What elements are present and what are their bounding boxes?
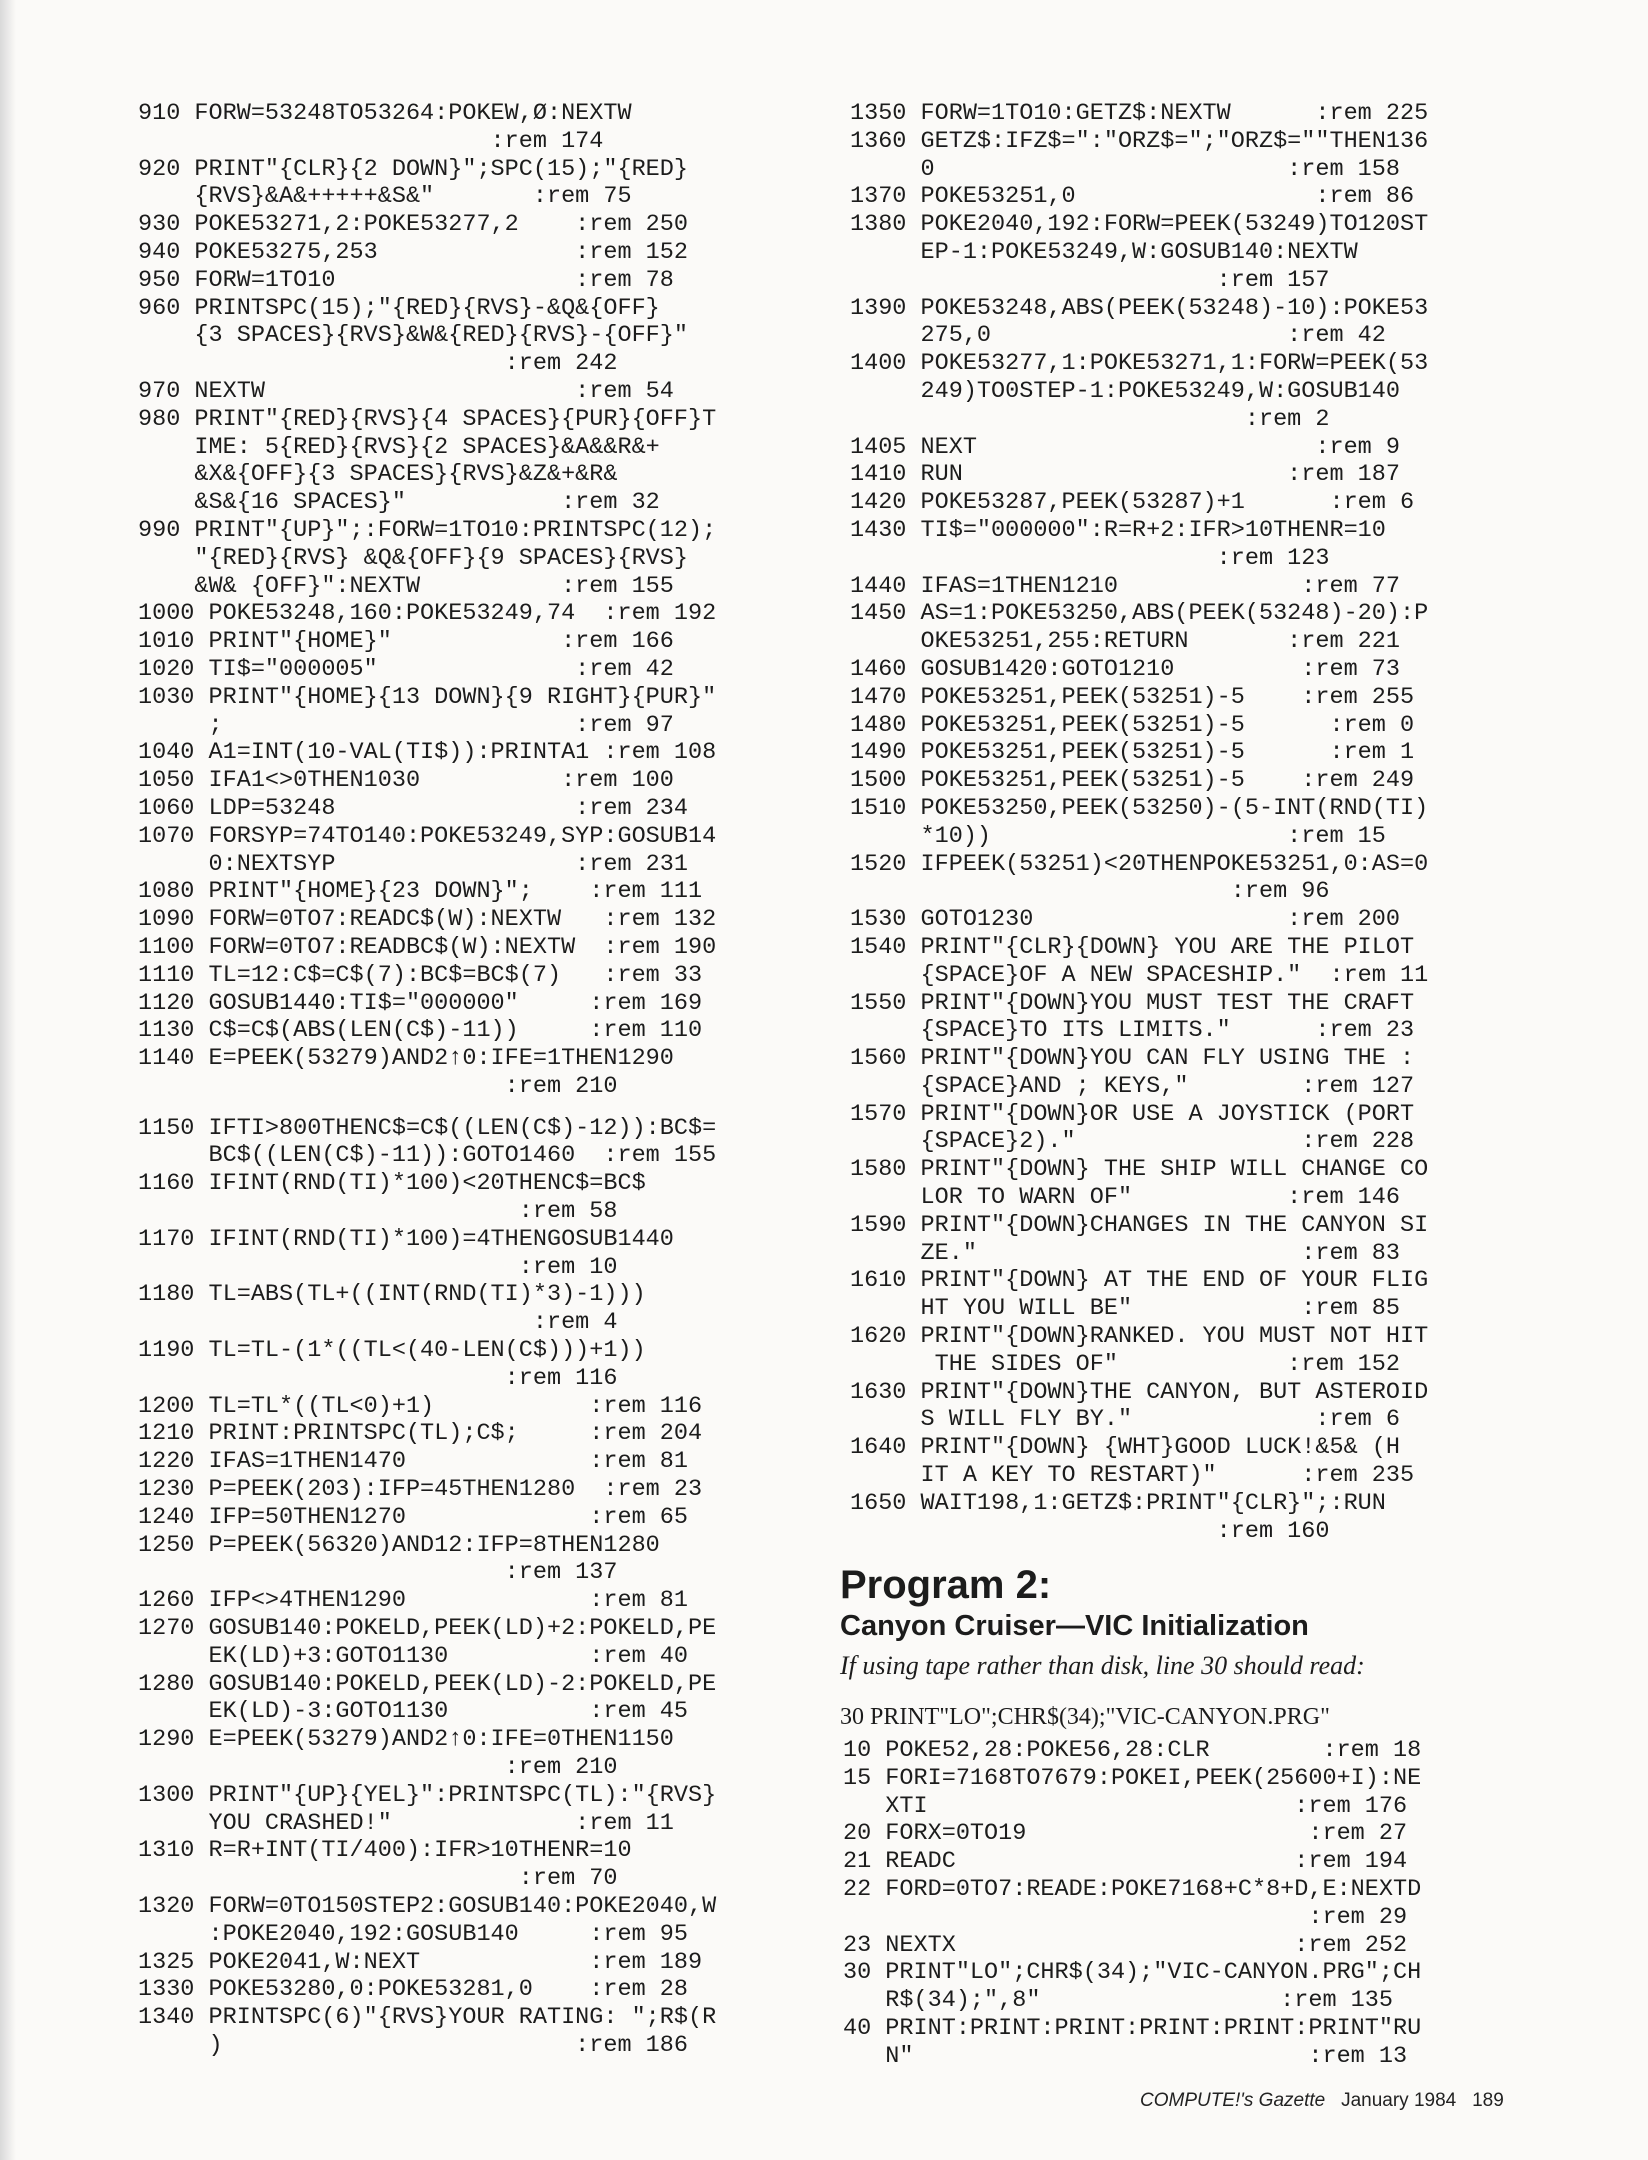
code-line: 1100 FORW=0TO7:READBC$(W):NEXTW :rem 190 <box>138 933 717 961</box>
code-line: 980 PRINT"{RED}{RVS}{4 SPACES}{PUR}{OFF}T <box>138 405 717 433</box>
code-line: 1280 GOSUB140:POKELD,PEEK(LD)-2:POKELD,PE <box>138 1670 717 1698</box>
code-line: 930 POKE53271,2:POKE53277,2 :rem 250 <box>138 211 688 239</box>
code-line: 1160 IFINT(RND(TI)*100)<20THENC$=BC$ <box>138 1170 646 1198</box>
code-line: 1500 POKE53251,PEEK(53251)-5 :rem 249 <box>850 767 1415 795</box>
code-line: 1460 GOSUB1420:GOTO1210 :rem 73 <box>850 655 1400 683</box>
program-listing-right-column <box>850 100 1540 1545</box>
code-line: :rem 96 <box>850 878 1330 906</box>
code-line: 970 NEXTW :rem 54 <box>138 377 674 405</box>
code-line: 1510 POKE53250,PEEK(53250)-(5-INT(RND(TI) <box>850 794 1429 822</box>
code-line: OKE53251,255:RETURN :rem 221 <box>850 628 1400 656</box>
code-line: :rem 210 <box>138 1072 618 1100</box>
code-line: 1150 IFTI>800THENC$=C$((LEN(C$)-12)):BC$= <box>138 1114 717 1142</box>
code-line: ; :rem 97 <box>138 711 674 739</box>
code-line: {RVS}&A&+++++&S&" :rem 75 <box>138 183 632 211</box>
code-line: 1180 TL=ABS(TL+((INT(RND(TI)*3)-1))) <box>138 1281 646 1309</box>
code-line: S WILL FLY BY." :rem 6 <box>850 1406 1400 1434</box>
code-line: 1490 POKE53251,PEEK(53251)-5 :rem 1 <box>850 739 1415 767</box>
code-line: 40 PRINT:PRINT:PRINT:PRINT:PRINT:PRINT"RU <box>843 2014 1422 2042</box>
code-line: {SPACE}TO ITS LIMITS." :rem 23 <box>850 1017 1415 1045</box>
code-line: 249)TO0STEP-1:POKE53249,W:GOSUB140 <box>850 377 1400 405</box>
code-line: 1590 PRINT"{DOWN}CHANGES IN THE CANYON SI <box>850 1211 1429 1239</box>
code-line: 1210 PRINT:PRINTSPC(TL);C$; :rem 204 <box>138 1420 703 1448</box>
code-line: 1250 P=PEEK(56320)AND12:IFP=8THEN1280 <box>138 1531 660 1559</box>
code-line: :rem 160 <box>850 1517 1330 1545</box>
code-line: EK(LD)+3:GOTO1130 :rem 40 <box>138 1642 688 1670</box>
code-line: :rem 137 <box>138 1559 618 1587</box>
code-line: 1405 NEXT :rem 9 <box>850 433 1400 461</box>
code-line: 1520 IFPEEK(53251)<20THENPOKE53251,0:AS=0 <box>850 850 1429 878</box>
footer-page-number: 189 <box>1472 2090 1504 2111</box>
code-line: 1140 E=PEEK(53279)AND2↑0:IFE=1THEN1290 <box>138 1045 674 1073</box>
code-line: {SPACE}AND ; KEYS," :rem 127 <box>850 1072 1415 1100</box>
code-line: 910 FORW=53248TO53264:POKEW,Ø:NEXTW <box>138 100 632 127</box>
code-line: 1560 PRINT"{DOWN}YOU CAN FLY USING THE : <box>850 1045 1415 1073</box>
code-line: EK(LD)-3:GOTO1130 :rem 45 <box>138 1698 688 1726</box>
code-line: 1360 GETZ$:IFZ$=":"ORZ$=";"ORZ$=""THEN136 <box>850 127 1429 155</box>
code-line: :rem 157 <box>850 266 1330 294</box>
code-line: :rem 70 <box>138 1865 618 1893</box>
code-line: 1640 PRINT"{DOWN} {WHT}GOOD LUCK!&5& (H <box>850 1434 1400 1462</box>
code-line: &W& {OFF}":NEXTW :rem 155 <box>138 572 674 600</box>
program2-tape-note: If using tape rather than disk, line 30 should read: <box>840 1651 1365 1680</box>
code-line: ) :rem 186 <box>138 2031 688 2059</box>
code-line: :rem 116 <box>138 1364 618 1392</box>
code-line: 1070 FORSYP=74TO140:POKE53249,SYP:GOSUB14 <box>138 822 717 850</box>
code-line: 960 PRINTSPC(15);"{RED}{RVS}-&Q&{OFF} <box>138 294 660 322</box>
code-line: 1580 PRINT"{DOWN} THE SHIP WILL CHANGE CO <box>850 1156 1429 1184</box>
code-line: :rem 174 <box>138 127 604 155</box>
code-line: BC$((LEN(C$)-11)):GOTO1460 :rem 155 <box>138 1142 717 1170</box>
code-line: 1290 E=PEEK(53279)AND2↑0:IFE=0THEN1150 <box>138 1726 674 1754</box>
code-line: 1610 PRINT"{DOWN} AT THE END OF YOUR FLIG <box>850 1267 1429 1295</box>
code-line: 920 PRINT"{CLR}{2 DOWN}";SPC(15);"{RED} <box>138 155 688 183</box>
code-line: 1320 FORW=0TO150STEP2:GOSUB140:POKE2040,W <box>138 1893 717 1920</box>
code-line: 1240 IFP=50THEN1270 :rem 65 <box>138 1503 688 1531</box>
code-line: 1620 PRINT"{DOWN}RANKED. YOU MUST NOT HIT <box>850 1323 1429 1351</box>
code-line: 1110 TL=12:C$=C$(7):BC$=BC$(7) :rem 33 <box>138 961 703 989</box>
code-line: 1020 TI$="000005" :rem 42 <box>138 655 674 683</box>
code-line: 1440 IFAS=1THEN1210 :rem 77 <box>850 572 1400 600</box>
code-line: EP-1:POKE53249,W:GOSUB140:NEXTW <box>850 238 1358 266</box>
code-line: 1060 LDP=53248 :rem 234 <box>138 794 688 822</box>
code-line: :rem 10 <box>138 1253 618 1281</box>
code-line: 22 FORD=0TO7:READE:POKE7168+C*8+D,E:NEXTD <box>843 1875 1422 1903</box>
code-line: 1530 GOTO1230 :rem 200 <box>850 906 1400 934</box>
program2-subtitle: Canyon Cruiser—VIC Initialization <box>840 1610 1309 1642</box>
code-line: LOR TO WARN OF" :rem 146 <box>850 1184 1400 1212</box>
code-line: 1170 IFINT(RND(TI)*100)=4THENGOSUB1440 <box>138 1225 674 1253</box>
code-line: XTI :rem 176 <box>843 1792 1408 1820</box>
code-line: 1470 POKE53251,PEEK(53251)-5 :rem 255 <box>850 683 1415 711</box>
code-line: 20 FORX=0TO19 :rem 27 <box>843 1820 1408 1848</box>
code-line: {3 SPACES}{RVS}&W&{RED}{RVS}-{OFF}" <box>138 322 688 350</box>
program2-header <box>840 1562 1560 1734</box>
code-line: :rem 4 <box>138 1309 618 1337</box>
code-line: 1650 WAIT198,1:GETZ$:PRINT"{CLR}";:RUN <box>850 1489 1386 1517</box>
code-line: "{RED}{RVS} &Q&{OFF}{9 SPACES}{RVS} <box>138 544 688 572</box>
code-line: 1400 POKE53277,1:POKE53271,1:FORW=PEEK(53 <box>850 350 1429 378</box>
code-line: 1550 PRINT"{DOWN}YOU MUST TEST THE CRAFT <box>850 989 1415 1017</box>
code-line: &X&{OFF}{3 SPACES}{RVS}&Z&+&R& <box>138 461 618 489</box>
program2-listing <box>843 1737 1543 2071</box>
page-edge-shadow <box>0 0 16 2160</box>
code-line: 1350 FORW=1TO10:GETZ$:NEXTW :rem 225 <box>850 100 1429 127</box>
code-line: 21 READC :rem 194 <box>843 1848 1408 1876</box>
code-line: 1310 R=R+INT(TI/400):IFR>10THENR=10 <box>138 1837 632 1865</box>
code-line: 990 PRINT"{UP}";:FORW=1TO10:PRINTSPC(12); <box>138 516 717 544</box>
code-line: 1030 PRINT"{HOME}{13 DOWN}{9 RIGHT}{PUR}" <box>138 683 717 711</box>
code-line: 1330 POKE53280,0:POKE53281,0 :rem 28 <box>138 1976 688 2004</box>
code-line: 1040 A1=INT(10-VAL(TI$)):PRINTA1 :rem 108 <box>138 739 717 767</box>
page-footer <box>1140 2090 1504 2112</box>
code-line: 1420 POKE53287,PEEK(53287)+1 :rem 6 <box>850 489 1415 517</box>
code-line: {SPACE}2)." :rem 228 <box>850 1128 1415 1156</box>
code-line: :rem 210 <box>138 1754 618 1782</box>
code-line: 1325 POKE2041,W:NEXT :rem 189 <box>138 1948 703 1976</box>
code-line: 1080 PRINT"{HOME}{23 DOWN}"; :rem 111 <box>138 878 703 906</box>
code-line: 1000 POKE53248,160:POKE53249,74 :rem 192 <box>138 600 717 628</box>
code-line: :rem 58 <box>138 1198 618 1226</box>
footer-issue: January 1984 <box>1341 2090 1457 2111</box>
code-line: 275,0 :rem 42 <box>850 322 1386 350</box>
code-line: 1300 PRINT"{UP}{YEL}":PRINTSPC(TL):"{RVS} <box>138 1781 717 1809</box>
code-line: 1270 GOSUB140:POKELD,PEEK(LD)+2:POKELD,PE <box>138 1615 717 1643</box>
code-line: 1450 AS=1:POKE53250,ABS(PEEK(53248)-20):P <box>850 600 1429 628</box>
code-line: :rem 242 <box>138 350 618 378</box>
code-line: 1120 GOSUB1440:TI$="000000" :rem 169 <box>138 989 703 1017</box>
code-line: 1230 P=PEEK(203):IFP=45THEN1280 :rem 23 <box>138 1476 703 1504</box>
code-line: YOU CRASHED!" :rem 11 <box>138 1809 674 1837</box>
code-line: :rem 29 <box>843 1903 1408 1931</box>
code-line: :POKE2040,192:GOSUB140 :rem 95 <box>138 1920 688 1948</box>
code-line: {SPACE}OF A NEW SPACESHIP." :rem 11 <box>850 961 1429 989</box>
code-line: 1340 PRINTSPC(6)"{RVS}YOUR RATING: ";R$(R <box>138 2004 717 2032</box>
code-line: 0 :rem 158 <box>850 155 1400 183</box>
code-line: THE SIDES OF" :rem 152 <box>850 1350 1400 1378</box>
code-line: IT A KEY TO RESTART)" :rem 235 <box>850 1462 1415 1490</box>
code-line: 950 FORW=1TO10 :rem 78 <box>138 266 674 294</box>
code-line: HT YOU WILL BE" :rem 85 <box>850 1295 1400 1323</box>
code-line: :rem 123 <box>850 544 1330 572</box>
program2-tape-load-line: 30 PRINT"LO";CHR$(34);"VIC-CANYON.PRG" <box>840 1704 1330 1730</box>
code-line: &S&{16 SPACES}" :rem 32 <box>138 489 660 517</box>
code-line: 10 POKE52,28:POKE56,28:CLR :rem 18 <box>843 1737 1422 1764</box>
code-line: ZE." :rem 83 <box>850 1239 1400 1267</box>
code-line: N" :rem 13 <box>843 2042 1408 2070</box>
code-line: *10)) :rem 15 <box>850 822 1386 850</box>
code-line: 1380 POKE2040,192:FORW=PEEK(53249)TO120ST <box>850 211 1429 239</box>
code-line: 1630 PRINT"{DOWN}THE CANYON, BUT ASTEROID <box>850 1378 1429 1406</box>
program2-title: Program 2: <box>840 1563 1052 1607</box>
code-line: 1220 IFAS=1THEN1470 :rem 81 <box>138 1448 688 1476</box>
code-line: 1570 PRINT"{DOWN}OR USE A JOYSTICK (PORT <box>850 1100 1415 1128</box>
code-line: 1090 FORW=0TO7:READC$(W):NEXTW :rem 132 <box>138 906 717 934</box>
code-line: 1390 POKE53248,ABS(PEEK(53248)-10):POKE53 <box>850 294 1429 322</box>
code-line: 23 NEXTX :rem 252 <box>843 1931 1408 1959</box>
code-line: 1370 POKE53251,0 :rem 86 <box>850 183 1415 211</box>
code-line: 1050 IFA1<>0THEN1030 :rem 100 <box>138 767 674 795</box>
code-line: 940 POKE53275,253 :rem 152 <box>138 238 688 266</box>
code-line: 1480 POKE53251,PEEK(53251)-5 :rem 0 <box>850 711 1415 739</box>
code-line: 1260 IFP<>4THEN1290 :rem 81 <box>138 1587 688 1615</box>
code-line: :rem 2 <box>850 405 1330 433</box>
code-line: 1430 TI$="000000":R=R+2:IFR>10THENR=10 <box>850 516 1386 544</box>
code-line: 1200 TL=TL*((TL<0)+1) :rem 116 <box>138 1392 703 1420</box>
code-line <box>138 1101 818 1115</box>
code-line: IME: 5{RED}{RVS}{2 SPACES}&A&&R&+ <box>138 433 660 461</box>
code-line: 1190 TL=TL-(1*((TL<(40-LEN(C$)))+1)) <box>138 1337 646 1365</box>
code-line: 1410 RUN :rem 187 <box>850 461 1400 489</box>
code-line: 1130 C$=C$(ABS(LEN(C$)-11)) :rem 110 <box>138 1017 703 1045</box>
code-line: 15 FORI=7168TO7679:POKEI,PEEK(25600+I):NE <box>843 1764 1422 1792</box>
program-listing-left-column <box>138 100 818 2060</box>
code-line: R$(34);",8" :rem 135 <box>843 1987 1393 2015</box>
code-line: 0:NEXTSYP :rem 231 <box>138 850 688 878</box>
code-line: 1010 PRINT"{HOME}" :rem 166 <box>138 628 674 656</box>
footer-magazine: COMPUTE!'s Gazette <box>1140 2090 1326 2111</box>
code-line: 30 PRINT"LO";CHR$(34);"VIC-CANYON.PRG";CH <box>843 1959 1422 1987</box>
code-line: 1540 PRINT"{CLR}{DOWN} YOU ARE THE PILOT <box>850 933 1415 961</box>
